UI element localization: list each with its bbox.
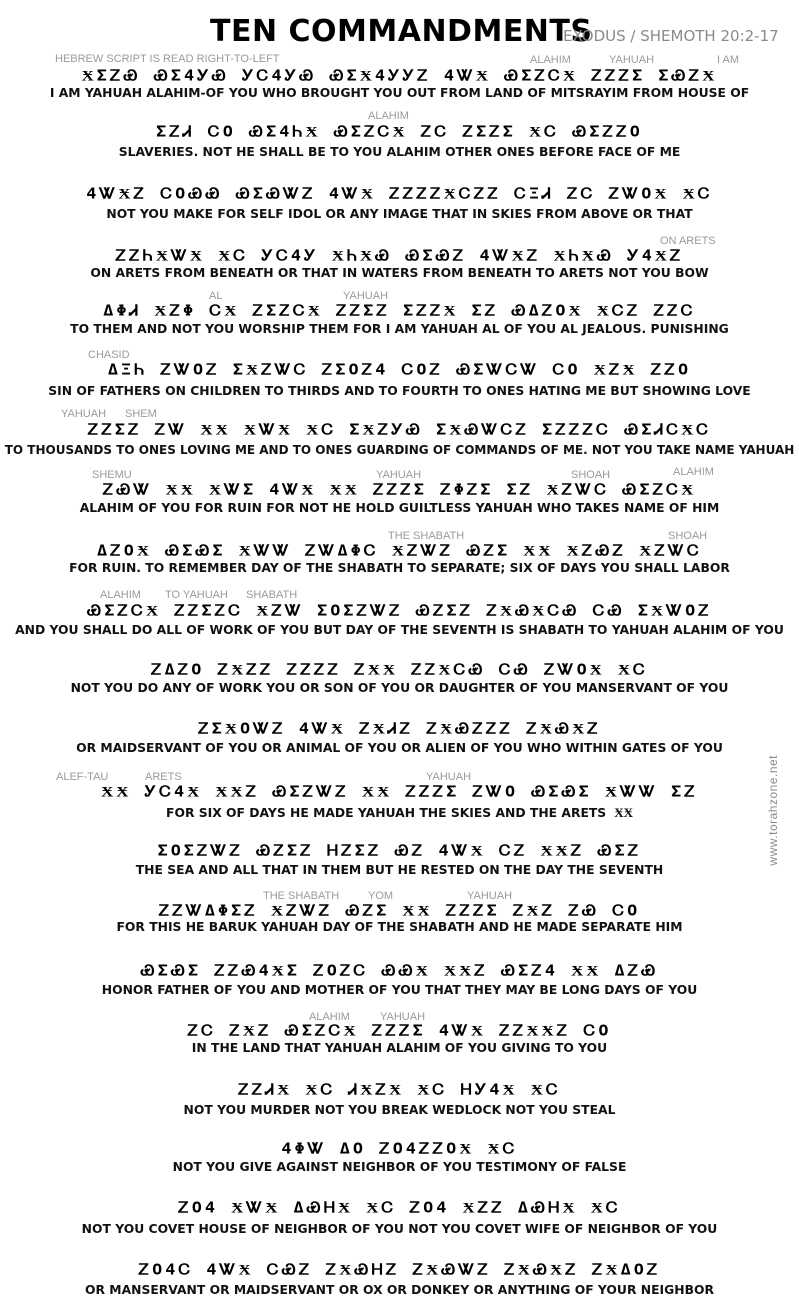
hebrew-line: ᏃΣӾΟᏔᏃ 4ᏔӾ ᏃӾᏗᏃ ᏃӾᏯᏃᏃᏃ ᏃӾᏯӾᏃ [198, 719, 601, 738]
english-line: NOT YOU MURDER NOT YOU BREAK WEDLOCK NOT YOU STEAL [183, 1103, 616, 1117]
english-line: TO THEM AND NOT YOU WORSHIP THEM FOR I AM YAHUAH AL OF YOU AL JEALOUS. PUNISHING [70, 322, 729, 336]
gloss-label: ALAHIM [368, 110, 409, 122]
hebrew-line: ӾӾ ᎩᏟ4Ӿ ӾӾᏃ ᏯΣᏃᏔᏃ ӾӾ ᏃᏃᏃΣ ᏃᏔΟ ᏯΣᏯΣ ӾᏔᏔ ΣᏃ [101, 782, 698, 801]
hebrew-line: ᏃΟ4 ӾᏔӾ ΔᏯᎻӾ ӾᏟ ᏃΟ4 ӾᏃᏃ ΔᏯᎻӾ ӾᏟ [178, 1198, 621, 1217]
gloss-label: YOM [368, 890, 394, 902]
english-line: FOR RUIN. TO REMEMBER DAY OF THE SHABATH TO SEPARATE; SIX OF DAYS YOU SHALL LABOR [69, 561, 730, 575]
gloss-label: YAHUAH [343, 290, 389, 302]
gloss-label: SHEM [125, 408, 157, 420]
gloss-label: YAHUAH [609, 54, 655, 66]
english-line: NOT YOU MAKE FOR SELF IDOL OR ANY IMAGE THAT IN SKIES FROM ABOVE OR THAT [106, 207, 693, 221]
english-line: NOT YOU COVET HOUSE OF NEIGHBOR OF YOU NOT YOU COVET WIFE OF NEIGHBOR OF YOU [81, 1222, 718, 1236]
hebrew-line: ᏃᏃᏂӾᏔӾ ӾᏟ ᎩᏟ4Ꭹ ӾᏂӾᏯ ᏯΣᏯᏃ 4ᏔӾᏃ ӾᏂӾᏯ Ꭹ4ӾᏃ [115, 246, 684, 265]
english-line: ALAHIM OF YOU FOR RUIN FOR NOT HE HOLD GUILTLESS YAHUAH WHO TAKES NAME OF HIM [79, 501, 720, 515]
gloss-label: THE SHABATH [388, 530, 465, 542]
hebrew-line: ΣᏃᏗ ᏟΟ ᏯΣ4ᏂӾ ᏯΣᏃᏟӾ ᏃᏟ ᏃΣᏃΣ ӾᏟ ᏯΣᏃᏃΟ [156, 122, 643, 141]
english-line: OR MANSERVANT OR MAIDSERVANT OR OX OR DONKEY OR ANYTHING OF YOUR NEIGHBOR [85, 1283, 714, 1297]
gloss-label: ALAHIM [530, 54, 571, 66]
gloss-label: YAHUAH [380, 1011, 426, 1023]
website-watermark: www.torahzone.net [766, 755, 780, 866]
hebrew-line: ΔᏃΟӾ ᏯΣᏯΣ ӾᏔᏔ ᏃᏔΔΦᏟ ӾᏃᏔᏃ ᏯᏃΣ ӾӾ ӾᏃᏯᏃ ӾᏃᏔᏟ [97, 541, 702, 560]
gloss-label: ON ARETS [660, 235, 716, 247]
english-line: OR MAIDSERVANT OF YOU OR ANIMAL OF YOU OR ALIEN OF YOU WHO WITHIN GATES OF YOU [76, 741, 723, 755]
gloss-label: ALEF-TAU [56, 771, 109, 783]
hebrew-line: ΔΞᏂ ᏃᏔΟᏃ ΣӾᏃᏔᏟ ᏃΣΟᏃ4 ᏟΟᏃ ᏯΣᏔᏟᏔ ᏟΟ ӾᏃӾ ᏃᏃΟ [107, 360, 692, 379]
hebrew-line: ᏃᏟ ᏃӾᏃ ᏯΣᏃᏟӾ ᏃᏃᏃΣ 4ᏔӾ ᏃᏃӾӾᏃ ᏟΟ [187, 1021, 612, 1040]
gloss-label: SHEMU [92, 469, 132, 481]
hebrew-line: 4ᏔӾᏃ ᏟΟᏯᏯ ᏯΣᏯᏔᏃ 4ᏔӾ ᏃᏃᏃᏃӾᏟᏃᏃ ᏟΞᏗ ᏃᏟ ᏃᏔΟӾ ӾᏟ [86, 184, 713, 203]
page-title: TEN COMMANDMENTS [210, 14, 593, 49]
hebrew-line: 4ΦᏔ ΔΟ ᏃΟ4ᏃᏃΟӾ ӾᏟ [281, 1139, 518, 1158]
gloss-label: YAHUAH [376, 469, 422, 481]
english-line-text: FOR SIX OF DAYS HE MADE YAHUAH THE SKIES AND THE ARETS [166, 806, 607, 820]
gloss-label: ALAHIM [309, 1011, 350, 1023]
gloss-label: ALAHIM [100, 589, 141, 601]
english-line: NOT YOU DO ANY OF WORK YOU OR SON OF YOU OR DAUGHTER OF YOU MANSERVANT OF YOU [70, 681, 729, 695]
hebrew-line: ΣΟΣᏃᏔᏃ ᏯᏃΣᏃ ᎻᏃΣᏃ ᏯᏃ 4ᏔӾ ᏟᏃ ӾӾᏃ ᏯΣᏃ [157, 841, 642, 860]
english-line: I AM YAHUAH ALAHIM-OF YOU WHO BROUGHT YOU OUT FROM LAND OF MITSRAYIM FROM HOUSE OF [49, 86, 750, 100]
english-line: AND YOU SHALL DO ALL OF WORK OF YOU BUT DAY OF THE SEVENTH IS SHABATH TO YAHUAH ALAHIM OF YOU [15, 623, 784, 637]
hebrew-line: ӾΣᏃᏯ ᏯΣ4ᎩᏯ ᎩᏟ4ᎩᏯ ᏯΣӾ4ᎩᎩᏃ 4ᏔӾ ᏯΣᏃᏟӾ ᏃᏃᏃΣ ΣᏯᏃӾ [81, 66, 718, 85]
scripture-reference: EXODUS / SHEMOTH 20:2-17 [563, 27, 779, 45]
gloss-label: THE SHABATH [263, 890, 340, 902]
english-line: THE SEA AND ALL THAT IN THEM BUT HE RESTED ON THE DAY THE SEVENTH [135, 863, 664, 877]
gloss-label: ARETS [145, 771, 182, 783]
english-line: HONOR FATHER OF YOU AND MOTHER OF YOU THAT THEY MAY BE LONG DAYS OF YOU [101, 983, 698, 997]
hebrew-line: ᏃᏃᏗӾ ӾᏟ ᏗӾᏃӾ ӾᏟ ᎻᎩ4Ӿ ӾᏟ [238, 1080, 561, 1099]
gloss-label: ALAHIM [673, 466, 714, 478]
gloss-label: YAHUAH [426, 771, 472, 783]
english-line: SIN OF FATHERS ON CHILDREN TO THIRDS AND TO FOURTH TO ONES HATING ME BUT SHOWING LOVE [48, 384, 751, 398]
english-line: IN THE LAND THAT YAHUAH ALAHIM OF YOU GIVING TO YOU [191, 1041, 608, 1055]
gloss-label: SHABATH [246, 589, 298, 601]
gloss-label: AL [209, 290, 223, 302]
gloss-label: TO YAHUAH [165, 589, 228, 601]
hebrew-line: ᏯΣᏯΣ ᏃᏃᏯ4ӾΣ ᏃΟᏃᏟ ᏯᏯӾ ӾӾᏃ ᏯΣᏃ4 ӾӾ ΔᏃᏯ [140, 961, 659, 980]
gloss-label: YAHUAH [61, 408, 107, 420]
hebrew-line: ΔΦᏗ ӾᏃΦ ᏟӾ ᏃΣᏃᏟӾ ᏃᏃΣᏃ ΣᏃᏃӾ ΣᏃ ᏯΔᏃΟӾ ӾᏟᏃ ᏃᏃᏟ [103, 301, 696, 320]
hebrew-line: ᏃΟ4Ꮯ 4ᏔӾ ᏟᏯᏃ ᏃӾᏯᎻᏃ ᏃӾᏯᏔᏃ ᏃӾᏯӾᏃ ᏃӾΔΟᏃ [138, 1260, 661, 1279]
gloss-label: I AM [717, 54, 740, 66]
english-line [0, 805, 799, 821]
hebrew-line: ᏃᏃΣᏃ ᏃᏔ ӾӾ ӾᏔӾ ӾᏟ ΣӾᏃᎩᏯ ΣӾᏯᏔᏟᏃ ΣᏃᏃᏃᏟ ᏯΣᏗᏟӾᏟ [87, 420, 712, 439]
gloss-label: YAHUAH [467, 890, 513, 902]
english-line: SLAVERIES. NOT HE SHALL BE TO YOU ALAHIM OTHER ONES BEFORE FACE OF ME [118, 145, 681, 159]
hebrew-line: ᏃΔᏃΟ ᏃӾᏃᏃ ᏃᏃᏃᏃ ᏃӾӾ ᏃᏃӾᏟᏯ ᏟᏯ ᏃᏔΟӾ ӾᏟ [150, 660, 649, 679]
hebrew-line: ᏃᏯᏔ ӾӾ ӾᏔΣ 4ᏔӾ ӾӾ ᏃᏃᏃΣ ᏃΦᏃΣ ΣᏃ ӾᏃᏔᏟ ᏯΣᏃᏟӾ [102, 480, 697, 499]
english-line: TO THOUSANDS TO ONES LOVING ME AND TO ONES GUARDING OF COMMANDS OF ME. NOT YOU TAKE NAME YAHUAH [4, 443, 795, 457]
hebrew-line: ᏯΣᏃᏟӾ ᏃᏃΣᏃᏟ ӾᏃᏔ ΣΟΣᏃᏔᏃ ᏯᏃΣᏃ ᏃӾᏯӾᏟᏯ ᏟᏯ ΣӾᏔΟᏃ [87, 601, 712, 620]
gloss-label: CHASID [88, 349, 130, 361]
gloss-label: SHOAH [571, 469, 611, 481]
hebrew-line: ᏃᏃᏔΔΦΣᏃ ӾᏃᏔᏃ ᏯᏃΣ ӾӾ ᏃᏃᏃΣ ᏃӾᏃ ᏃᏯ ᏟΟ [158, 901, 641, 920]
gloss-label: SHOAH [668, 530, 708, 542]
english-line: ON ARETS FROM BENEATH OR THAT IN WATERS FROM BENEATH TO ARETS NOT YOU BOW [90, 266, 709, 280]
english-line: FOR THIS HE BARUK YAHUAH DAY OF THE SHABATH AND HE MADE SEPARATE HIM [116, 920, 683, 934]
inline-hebrew: ӾӾ [614, 806, 633, 821]
reading-direction-note: HEBREW SCRIPT IS READ RIGHT-TO-LEFT [55, 53, 280, 65]
english-line: NOT YOU GIVE AGAINST NEIGHBOR OF YOU TESTIMONY OF FALSE [172, 1160, 627, 1174]
